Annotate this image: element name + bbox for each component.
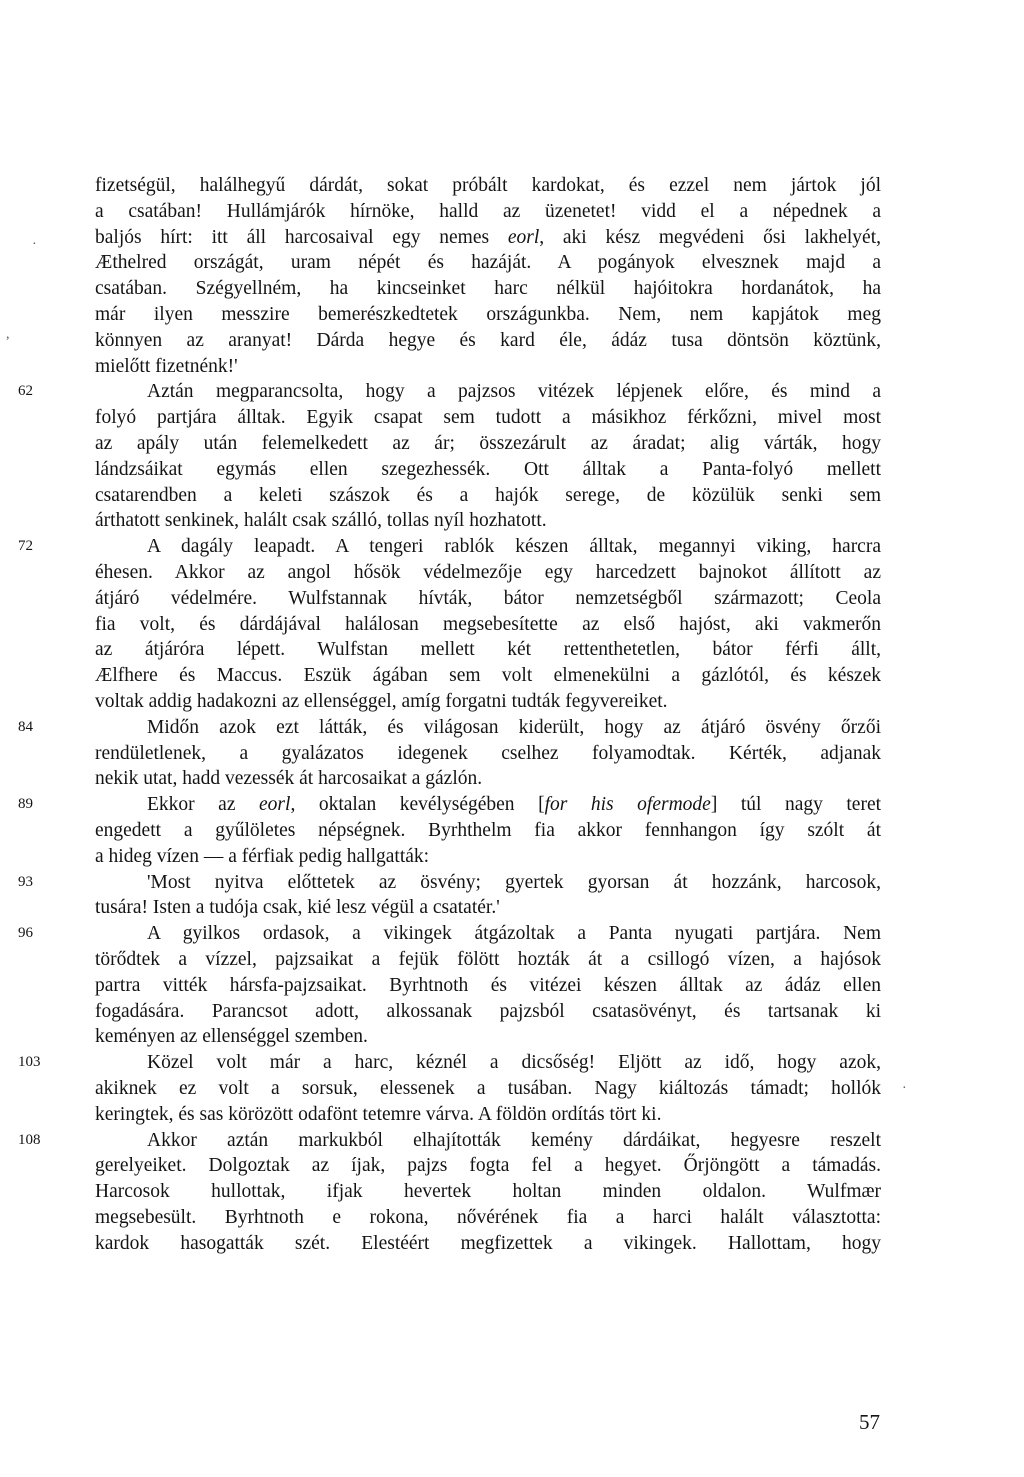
- text-line: törődtek a vízzel, pajzsaikat a fejük fölött hozták át a csillogó vízen, a hajósok: [95, 948, 881, 970]
- text-line: fogadására. Parancsot adott, alkossanak pajzsból csatasövényt, és tartsanak ki: [95, 1000, 881, 1022]
- line-number: 96: [18, 925, 33, 942]
- text-line: A gyilkos ordasok, a vikingek átgázoltak a Panta nyugati partjára. Nem: [147, 923, 881, 945]
- margin-dot: ·: [32, 237, 37, 252]
- text-line: fia volt, és dárdájával halálosan megsebesítette az első hajóst, aki vakmerőn: [95, 613, 881, 635]
- margin-mark: ,: [6, 327, 10, 342]
- paragraph: [95, 715, 881, 792]
- text-line: fizetségül, halálhegyű dárdát, sokat próbált kardokat, és ezzel nem jártok jól: [95, 175, 881, 196]
- text-line: könnyen az aranyat! Dárda hegye és kard éle, ádáz tusa döntsön köztünk,: [95, 329, 881, 351]
- paragraph: [95, 921, 881, 1050]
- text-line: A dagály leapadt. A tengeri rablók készen álltak, megannyi viking, harcra: [147, 536, 881, 558]
- paragraph: [95, 870, 881, 922]
- text-line: megsebesült. Byrhtnoth e rokona, nővérének fia a harci halált választotta:: [95, 1206, 881, 1228]
- line-number: 93: [18, 873, 33, 890]
- text-line: folyó partjára álltak. Egyik csapat sem tudott a másikhoz férkőzni, mivel most: [95, 407, 881, 429]
- text-line: partra vitték hársfa-pajzsaikat. Byrhtnoth és vitézei készen álltak az ádáz ellen: [95, 974, 881, 996]
- text-line: Æthelred országát, uram népét és hazáját. A pogányok elvesznek majd a: [95, 252, 881, 274]
- text-line: árthatott senkinek, halált csak szálló, tollas nyíl hozhatott.: [95, 510, 547, 532]
- text-line: éhesen. Akkor az angol hősök védelmezője egy harcedzett bajnokot állított az: [95, 561, 881, 583]
- text-line: az átjáróra lépett. Wulfstan mellett két rettenthetetlen, bátor férfi állt,: [95, 639, 881, 661]
- paragraph: [95, 1128, 881, 1257]
- paragraph: [95, 1050, 881, 1127]
- text-line: csatában. Szégyellném, ha kincseinket harc nélkül hajóitokra hordanátok, ha: [95, 278, 881, 300]
- text-line: rendületlenek, a gyalázatos idegenek cselhez folyamodtak. Kérték, adjanak: [95, 742, 881, 764]
- paragraph: [95, 173, 881, 379]
- text-line: csatarendben a keleti szászok és a hajók serege, de közülük senki sem: [95, 484, 881, 506]
- text-line: mielőtt fizetnénk!': [95, 355, 238, 377]
- line-number: 103: [18, 1054, 41, 1071]
- text-line: gerelyeiket. Dolgoztak az íjak, pajzs fogta fel a hegyet. Őrjöngött a támadás.: [95, 1155, 881, 1177]
- text-line: keményen az ellenséggel szemben.: [95, 1026, 368, 1048]
- line-number: 72: [18, 538, 33, 555]
- text-line: Akkor aztán markukból elhajították kemény dárdáikat, hegyesre reszelt: [147, 1129, 881, 1151]
- text-line: a csatában! Hullámjárók hírnöke, halld az üzenetet! vidd el a népednek a: [95, 200, 881, 222]
- text-line: Ekkor az eorl, oktalan kevélységében [for his ofermode] túl nagy teret: [147, 794, 882, 816]
- text-line: baljós hírt: itt áll harcosaival egy nemes eorl, aki kész megvédeni ősi lakhelyét,: [95, 226, 881, 248]
- text-line: akiknek ez volt a sorsuk, elessenek a tusában. Nagy kiáltozás támadt; hollók: [95, 1077, 881, 1099]
- text-line: Harcosok hullottak, ifjak hevertek holtan minden oldalon. Wulfmær: [95, 1181, 881, 1203]
- paragraph: [95, 379, 881, 534]
- text-line: Midőn azok ezt látták, és világosan kiderült, hogy az átjáró ösvény őrzői: [147, 716, 881, 738]
- text-line: kardok hasogatták szét. Elestéért megfizettek a vikingek. Hallottam, hogy: [95, 1232, 881, 1254]
- text-line: a hideg vízen — a férfiak pedig hallgatták:: [95, 845, 430, 867]
- margin-dot: ·: [902, 1081, 907, 1096]
- page-number: 57: [859, 1410, 880, 1434]
- text-line: Ælfhere és Maccus. Eszük ágában sem volt elmenekülni a gázlótól, és készek: [95, 665, 881, 687]
- paragraph: [95, 534, 881, 715]
- text-line: már ilyen messzire bemerészkedtetek országunkba. Nem, nem kapjátok meg: [95, 303, 881, 325]
- text-line: Közel volt már a harc, kéznél a dicsőség! Eljött az idő, hogy azok,: [147, 1052, 881, 1074]
- text-line: tusára! Isten a tudója csak, kié lesz végül a csatatér.': [95, 897, 500, 919]
- text-line: az apály után felemelkedett az ár; összezárult az áradat; alig várták, hogy: [95, 432, 881, 454]
- text-line: 'Most nyitva előttetek az ösvény; gyertek gyorsan át hozzánk, harcosok,: [147, 871, 881, 893]
- line-number: 84: [18, 718, 33, 735]
- line-number: 89: [18, 796, 33, 813]
- paragraph: [95, 792, 881, 869]
- text-line: voltak addig hadakozni az ellenséggel, amíg forgatni tudták fegyvereiket.: [95, 690, 668, 712]
- text-line: lándzsáikat egymás ellen szegezhessék. Ott álltak a Panta-folyó mellett: [95, 458, 881, 480]
- text-line: engedett a gyűlöletes népségnek. Byrhthelm fia akkor fennhangon így szólt át: [95, 819, 881, 841]
- line-number: 108: [18, 1131, 41, 1148]
- text-line: átjáró védelmére. Wulfstannak hívták, bátor nemzetségből származott; Ceola: [95, 587, 881, 609]
- text-line: nekik utat, hadd vezessék át harcosaikat a gázlón.: [95, 768, 483, 790]
- text-line: Aztán megparancsolta, hogy a pajzsos vitézek lépjenek előre, és mind a: [147, 381, 881, 403]
- text-line: keringtek, és sas körözött odafönt tetemre várva. A földön ordítás tört ki.: [95, 1103, 662, 1125]
- line-number: 62: [18, 383, 33, 400]
